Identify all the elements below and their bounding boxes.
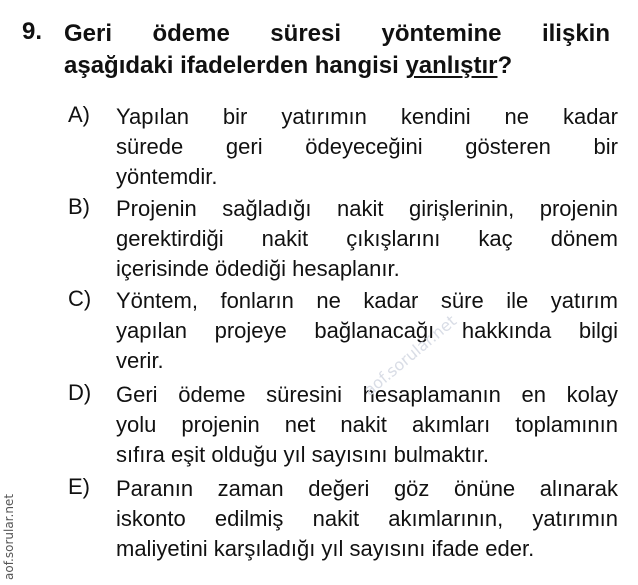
option-letter: E) <box>68 474 90 499</box>
option-text <box>116 286 618 376</box>
diagonal-watermark: aof.sorular.net <box>360 311 461 400</box>
option-letter: C) <box>68 286 92 311</box>
question-number: 9. <box>22 18 43 45</box>
option-line: Yöntem, fonların ne kadar süre ile yatırım <box>116 288 618 313</box>
side-watermark: aof.sorular.net <box>2 493 16 580</box>
option-line: yolu projenin net nakit akımları toplamının <box>116 412 618 437</box>
option-line: Geri ödeme süresini hesaplamanın en kolay <box>116 382 618 407</box>
option-line: içerisinde ödediği hesaplanır. <box>116 256 400 281</box>
option-line: sürede geri ödeyeceğini gösteren bir <box>116 134 618 159</box>
option-line: iskonto edilmiş nakit akımlarının, yatırımın <box>116 506 618 531</box>
option-line: yöntemdir. <box>116 164 218 189</box>
question-text <box>64 18 610 82</box>
option-line: sıfıra eşit olduğu yıl sayısını bulmaktır. <box>116 442 489 467</box>
option-line: verir. <box>116 348 164 373</box>
option-letter: A) <box>68 102 90 127</box>
option-line: maliyetini karşıladığı yıl sayısını ifade eder. <box>116 536 535 561</box>
option-letter: B) <box>68 194 90 219</box>
question-negative-keyword: yanlıştır <box>405 52 498 79</box>
question-line-1: Geri ödeme süresi yöntemine ilişkin <box>64 20 610 47</box>
option-text <box>116 474 618 564</box>
option-line: Paranın zaman değeri göz önüne alınarak <box>116 476 618 501</box>
question-mark: ? <box>497 52 513 79</box>
option-letter: D) <box>68 380 92 405</box>
question-line-2 <box>64 52 512 79</box>
option-line: gerektirdiği nakit çıkışlarını kaç dönem <box>116 226 618 251</box>
option-line: Yapılan bir yatırımın kendini ne kadar <box>116 104 618 129</box>
option-line: yapılan projeye bağlanacağı hakkında bilgi <box>116 318 618 343</box>
question-line-2-prefix: aşağıdaki ifadelerden hangisi <box>64 52 406 79</box>
option-line: Projenin sağladığı nakit girişlerinin, projenin <box>116 196 618 221</box>
option-text <box>116 102 618 192</box>
option-text <box>116 194 618 284</box>
